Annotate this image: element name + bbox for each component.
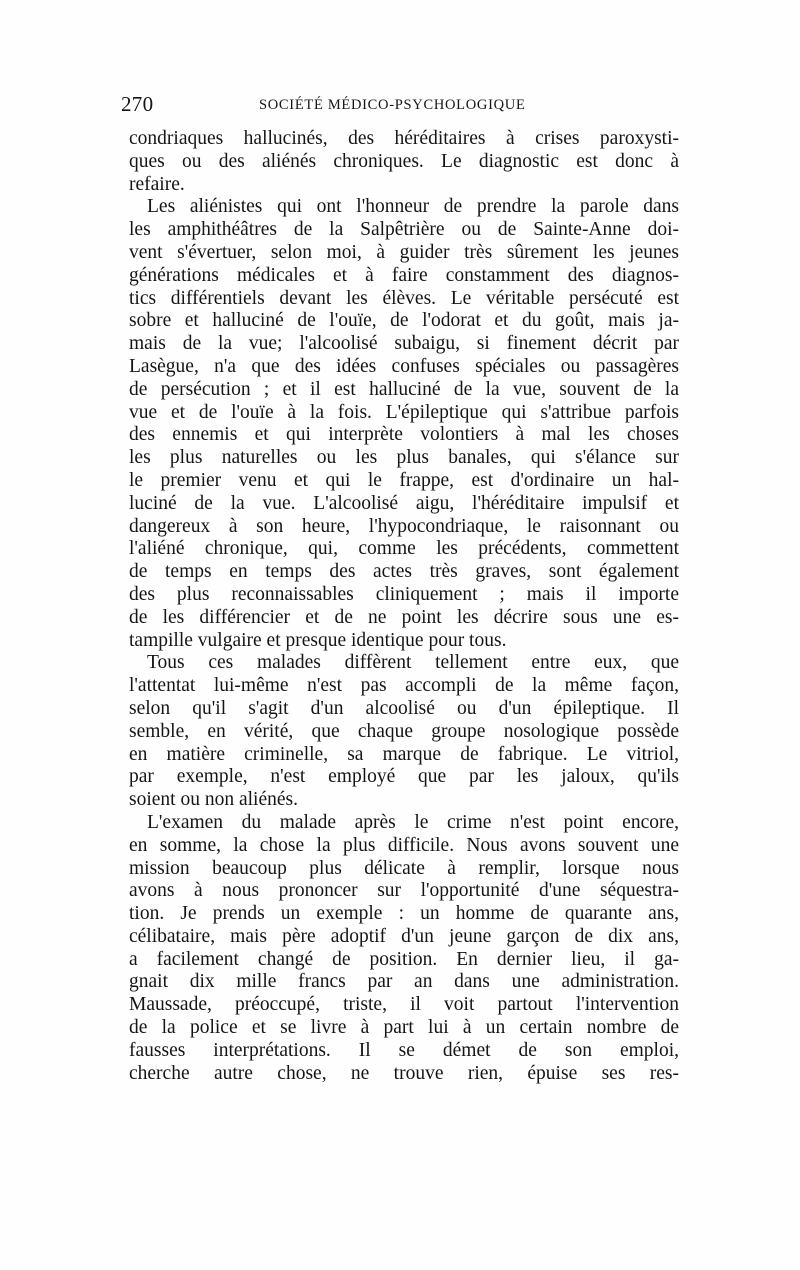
text-line: dangereux à son heure, l'hypocondriaque, le raisonnant ou (129, 515, 679, 537)
text-line: de la police et se livre à part lui à un certain nombre de (129, 1017, 679, 1039)
text-line: tion. Je prends un exemple : un homme de quarante ans, (129, 903, 679, 925)
page-number: 270 (121, 92, 154, 116)
text-line: de les différencier et de ne point les décrire sous une es- (129, 606, 679, 628)
running-title: SOCIÉTÉ MÉDICO-PSYCHOLOGIQUE (259, 97, 526, 113)
text-line: Maussade, préoccupé, triste, il voit partout l'intervention (129, 994, 679, 1016)
text-line: les plus naturelles ou les plus banales, qui s'élance sur (129, 447, 679, 469)
text-line: soient ou non aliénés. (129, 789, 298, 811)
text-line: mais de la vue; l'alcoolisé subaigu, si finement décrit par (129, 333, 679, 355)
text-line: sobre et halluciné de l'ouïe, de l'odorat et du goût, mais ja- (129, 310, 679, 332)
text-line: tampille vulgaire et presque identique pour tous. (129, 629, 507, 651)
text-line: de temps en temps des actes très graves, sont également (129, 561, 679, 583)
text-line: Lasègue, n'a que des idées confuses spéciales ou passagères (129, 355, 679, 377)
text-line: en matière criminelle, sa marque de fabrique. Le vitriol, (129, 743, 679, 765)
text-line: L'examen du malade après le crime n'est point encore, (147, 811, 679, 833)
text-line: vent s'évertuer, selon moi, à guider très sûrement les jeunes (129, 241, 679, 263)
body-text (129, 128, 679, 1085)
text-line: le premier venu et qui le frappe, est d'ordinaire un hal- (129, 469, 679, 491)
text-line: fausses interprétations. Il se démet de son emploi, (129, 1039, 679, 1061)
text-line: mission beaucoup plus délicate à remplir, lorsque nous (129, 857, 679, 879)
text-line: les amphithéâtres de la Salpêtrière ou de Sainte-Anne doi- (129, 219, 679, 241)
text-line: avons à nous prononcer sur l'opportunité d'une séquestra- (129, 880, 679, 902)
text-line: semble, en vérité, que chaque groupe nosologique possède (129, 720, 679, 742)
text-line: générations médicales et à faire constamment des diagnos- (129, 264, 679, 286)
text-line: luciné de la vue. L'alcoolisé aigu, l'héréditaire impulsif et (129, 492, 679, 514)
text-line: cherche autre chose, ne trouve rien, épuise ses res- (129, 1062, 679, 1084)
text-line: l'aliéné chronique, qui, comme les précédents, commettent (129, 538, 679, 560)
text-line: Les aliénistes qui ont l'honneur de prendre la parole dans (147, 196, 679, 218)
text-line: de persécution ; et il est halluciné de la vue, souvent de la (129, 378, 679, 400)
text-line: des plus reconnaissables cliniquement ; mais il importe (129, 583, 679, 605)
text-line: en somme, la chose la plus difficile. Nous avons souvent une (129, 834, 679, 856)
text-line: gnait dix mille francs par an dans une administration. (129, 971, 679, 993)
text-line: vue et de l'ouïe à la fois. L'épileptique qui s'attribue parfois (129, 401, 679, 423)
text-line: condriaques hallucinés, des héréditaires à crises paroxysti- (129, 128, 679, 149)
text-line: Tous ces malades diffèrent tellement entre eux, que (147, 652, 679, 674)
text-line: célibataire, mais père adoptif d'un jeune garçon de dix ans, (129, 925, 679, 947)
text-line: par exemple, n'est employé que par les jaloux, qu'ils (129, 766, 679, 788)
text-line: des ennemis et qui interprète volontiers à mal les choses (129, 424, 679, 446)
text-line: l'attentat lui-même n'est pas accompli de la même façon, (129, 675, 679, 697)
text-line: selon qu'il s'agit d'un alcoolisé ou d'un épileptique. Il (129, 697, 679, 719)
page-header (121, 92, 681, 120)
text-line: tics différentiels devant les élèves. Le véritable persécuté est (129, 287, 679, 309)
text-line: refaire. (129, 173, 185, 195)
text-line: ques ou des aliénés chroniques. Le diagnostic est donc à (129, 150, 679, 172)
text-line: a facilement changé de position. En dernier lieu, il ga- (129, 948, 679, 970)
